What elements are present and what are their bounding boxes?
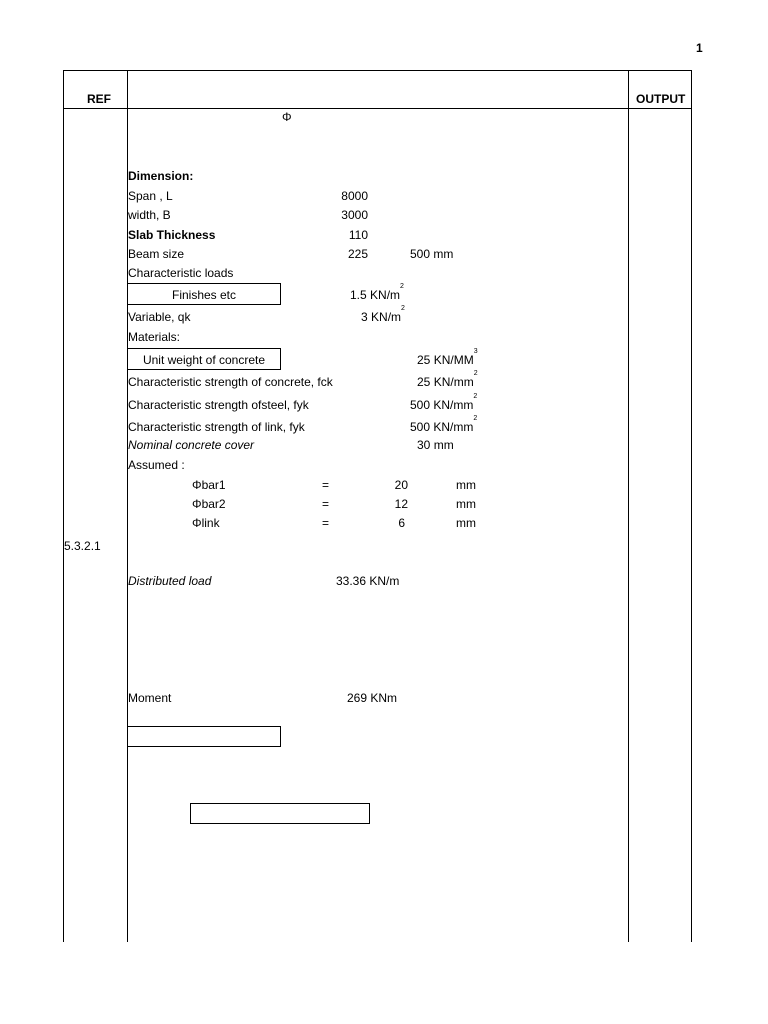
- fyk-label: Characteristic strength ofsteel, fyk: [128, 398, 309, 412]
- empty-box-2: [190, 803, 370, 824]
- table-header-divider: [63, 108, 692, 109]
- beam-width-value: 225: [347, 247, 368, 261]
- table-right-border: [691, 70, 692, 942]
- link-unit: mm: [456, 516, 476, 530]
- table-left-border: [63, 70, 64, 942]
- moment-value: 269 KNm: [347, 691, 398, 705]
- table-top-border: [63, 70, 692, 71]
- page-number: 1: [696, 41, 703, 55]
- width-label: width, B: [128, 208, 171, 222]
- distributed-load-value: 33.36 KN/m: [336, 574, 400, 588]
- nominal-cover-value: 30 mm: [417, 438, 454, 452]
- finishes-label: Finishes etc: [171, 288, 237, 302]
- bar2-equals: =: [322, 497, 330, 511]
- bar1-name: Φbar1: [192, 478, 226, 492]
- link-name: Φlink: [192, 516, 220, 530]
- fck-label: Characteristic strength of concrete, fck: [128, 375, 333, 389]
- link-value: 6: [398, 516, 405, 530]
- slab-thickness-label: Slab Thickness: [128, 228, 216, 242]
- width-value: 3000: [341, 208, 368, 222]
- fyk-value: 500 $KN/mm^2$: [410, 393, 478, 412]
- span-value: 8000: [341, 189, 368, 203]
- link-equals: =: [322, 516, 330, 530]
- span-label: Span , L: [128, 189, 173, 203]
- unit-weight-label: Unit weight of concrete: [142, 353, 266, 367]
- characteristic-loads-heading: Characteristic loads: [128, 266, 234, 280]
- empty-box-1: [127, 726, 281, 747]
- phi-symbol: Φ: [282, 110, 292, 124]
- beam-size-label: Beam size: [128, 247, 185, 261]
- bar2-unit: mm: [456, 497, 476, 511]
- output-column-divider: [628, 70, 629, 942]
- variable-load-label: Variable, qk: [128, 310, 191, 324]
- unit-weight-value: 25 $KN/MM^3$: [417, 348, 478, 367]
- moment-label: Moment: [128, 691, 172, 705]
- distributed-load-label: Distributed load: [128, 574, 212, 588]
- bar2-name: Φbar2: [192, 497, 226, 511]
- finishes-value: 1.5 $KN/m^2$: [350, 283, 404, 302]
- beam-depth-value: 500 mm: [410, 247, 454, 261]
- nominal-cover-label: Nominal concrete cover: [128, 438, 255, 452]
- dimension-heading: Dimension:: [128, 169, 194, 183]
- bar1-value: 20: [394, 478, 408, 492]
- materials-heading: Materials:: [128, 330, 181, 344]
- fyk-link-label: Characteristic strength of link, fyk: [128, 420, 305, 434]
- bar2-value: 12: [394, 497, 408, 511]
- fyk-link-value: 500 $KN/mm^2$: [410, 415, 478, 434]
- slab-thickness-value: 110: [348, 228, 368, 242]
- assumed-heading: Assumed :: [128, 458, 185, 472]
- ref-code: 5.3.2.1: [64, 539, 101, 553]
- bar1-unit: mm: [456, 478, 476, 492]
- output-header: OUTPUT: [636, 92, 686, 106]
- bar1-equals: =: [322, 478, 330, 492]
- variable-load-value: 3 $KN/m^2$: [361, 305, 405, 324]
- ref-header: REF: [87, 92, 111, 106]
- fck-value: 25 $KN/mm^2$: [417, 370, 478, 389]
